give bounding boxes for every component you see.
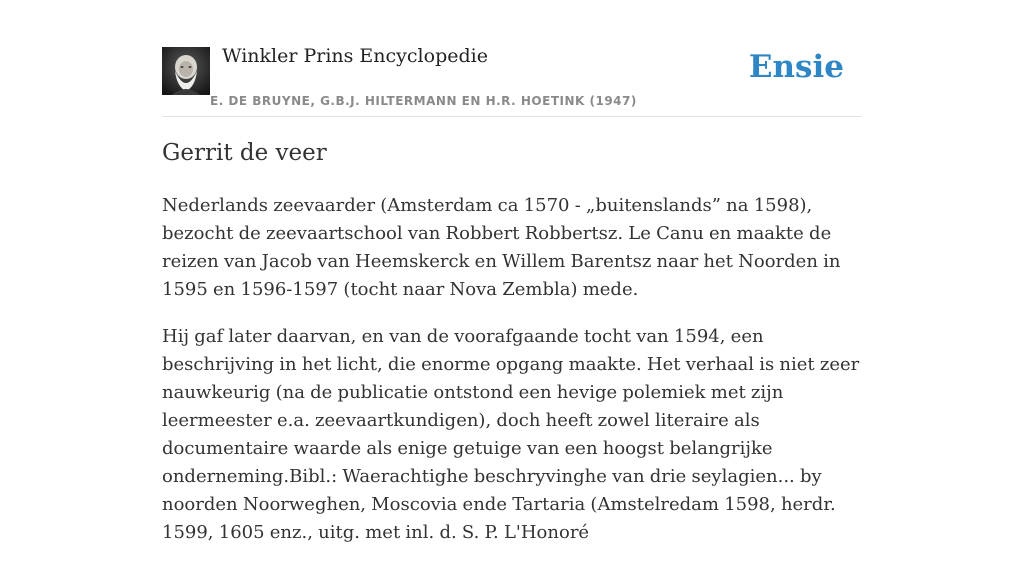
article-body [162,192,862,566]
avatar[interactable] [162,47,210,95]
source-header [162,0,862,117]
source-authors: E. DE BRUYNE, G.B.J. HILTERMANN EN H.R. HOETINK (1947) [210,94,637,108]
author-portrait-icon [162,47,210,95]
article-paragraph: Nederlands zeevaarder (Amsterdam ca 1570 - „buitenslands” na 1598), bezocht de zeevaartschool van Robbert Robbertsz. Le Canu en maakte de reizen van Jacob van Heemskerck en Willem Barentsz naar het Noorden in 1595 en 1596-1597 (tocht naar Nova Zembla) mede. [162,195,841,300]
ensie-logo[interactable]: Ensie [748,49,844,85]
source-title[interactable]: Winkler Prins Encyclopedie [222,45,488,67]
article-title: Gerrit de veer [162,140,327,166]
content-container [162,0,862,543]
article-paragraph: Hij gaf later daarvan, en van de voorafgaande tocht van 1594, een beschrijving in het licht, die enorme opgang maakte. Het verhaal is niet zeer nauwkeurig (na de publicatie ontstond een hevige polemiek met zijn leermeester e.a. zeevaartkundigen), doch heeft zowel literaire als documentaire waarde als enige getuige van een hoogst belangrijke onderneming.Bibl.: Waerachtighe beschryvinghe van drie seylagien... by noorden Noorweghen, Moscovia ende Tartaria (Amstelredam 1598, herdr. 1599, 1605 enz., uitg. met inl. d. S. P. L'Honoré [162,326,860,543]
